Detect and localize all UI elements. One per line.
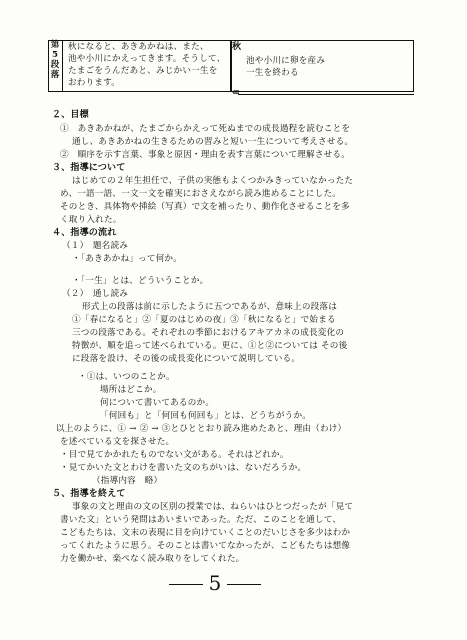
- label-char: 段: [50, 60, 60, 70]
- body-line: ② 順序を示す言葉、事象と原因・理由を表す言葉について理解させる。: [60, 150, 351, 160]
- body-line: 通し、あきあかねの生きるための習みと短い一生について考えさせる。: [72, 137, 354, 147]
- body-line: 場所はどこか。: [100, 385, 162, 395]
- page-number: 5: [155, 572, 275, 594]
- body-line: こどもたちは、文末の表現に目を向けていくことのだいじさを多少はわか: [60, 528, 351, 538]
- body-line: はじめての２年生担任で、子供の実態もよくつかみきっていなかったた: [72, 176, 354, 186]
- paragraph-label: [48, 40, 63, 92]
- table-text-line: 池や小川にかえってきます。そうして、: [68, 54, 226, 64]
- body-line: 「何回も」と「何回も何回も」とは、どうちがうか。: [100, 411, 312, 421]
- label-char: 5: [52, 50, 58, 60]
- body-line: ・「一生」とは、どういうことか。: [72, 276, 209, 286]
- body-line: ・見てかいた文とわけを書いた文のちがいは、ないだろうか。: [60, 463, 307, 473]
- body-line: ・「あきあかね」って何か。: [72, 254, 183, 264]
- section-heading: ４、指導の流れ: [52, 228, 117, 238]
- table-text-line: 秋になると、あきあかねは、また、: [68, 42, 209, 52]
- table-text-line: たまごをうんだあと、みじかい一生を: [68, 66, 218, 76]
- section-heading: ５、指導を終えて: [52, 489, 126, 499]
- body-line: 以上のように、① → ② → ③とひととおり読み進めたあと、理由（わけ）: [56, 424, 347, 434]
- body-line: ってくれたように思う。そのことは書いてなかったが、こどもたちは想像: [60, 541, 351, 551]
- table-note-line: 一生を終わる: [246, 68, 299, 78]
- body-line: 事象の文と理由の文の区別の授業では、ねらいはひとつだったが「見て: [72, 502, 354, 512]
- body-line: め、一語一語、一文一文を確実におさえながら読み進めることにした。: [60, 189, 342, 199]
- body-line: （指導内容 略）: [92, 476, 163, 486]
- section-heading: ３、指導について: [52, 163, 126, 173]
- label-char: 第: [50, 40, 60, 50]
- body-line: を述べている文を探させた。: [60, 437, 175, 447]
- sub-heading: （１） 題名読み: [62, 241, 129, 251]
- body-line: 何について書いてあるのか。: [100, 398, 215, 408]
- body-line: ・①は、いつのことか。: [78, 372, 175, 382]
- body-line: ・目で見てかかれたものでない文がある。それはどれか。: [60, 450, 289, 460]
- body-line: 三つの段落である。それぞれの季節におけるアキアカネの成長変化の: [72, 328, 345, 338]
- section-heading: ２、目標: [52, 110, 89, 120]
- body-line: に段落を設け、その後の成長変化について説明している。: [72, 354, 301, 364]
- body-line: 力を働かせ、楽ぺなく読み取りをしてくれた。: [60, 554, 245, 564]
- body-line: く取り入れた。: [60, 215, 122, 225]
- arrow-head-icon: ⇚: [232, 88, 240, 98]
- body-line: 特徴が、順を追って述べられている。更に、①と②については その後: [72, 341, 348, 351]
- body-line: そのとき、具体物や挿絵（写真）で文を補ったり、動作化させることを多: [60, 202, 350, 212]
- sub-heading: （２） 通し読み: [62, 289, 129, 299]
- timeline-arrow: [238, 94, 414, 95]
- body-line: ①「春になると」②「夏のはじめの夜」③「秋になると」で始まる: [72, 315, 336, 325]
- label-char: 落: [50, 70, 60, 80]
- table-note-line: 池や小川に卵を産み: [246, 56, 326, 66]
- body-line: 書いた文」という発問はあいまいであった。ただ、このことを通して、: [60, 515, 342, 525]
- season-label: 秋: [232, 42, 242, 52]
- body-line: 形式上の段落は前に示したように五つであるが、意味上の段落は: [82, 302, 338, 312]
- body-line: ① あきあかねが、たまごからかえって死ぬまでの成長過程を読むことを: [60, 124, 351, 134]
- table-text-line: おわります。: [68, 78, 121, 88]
